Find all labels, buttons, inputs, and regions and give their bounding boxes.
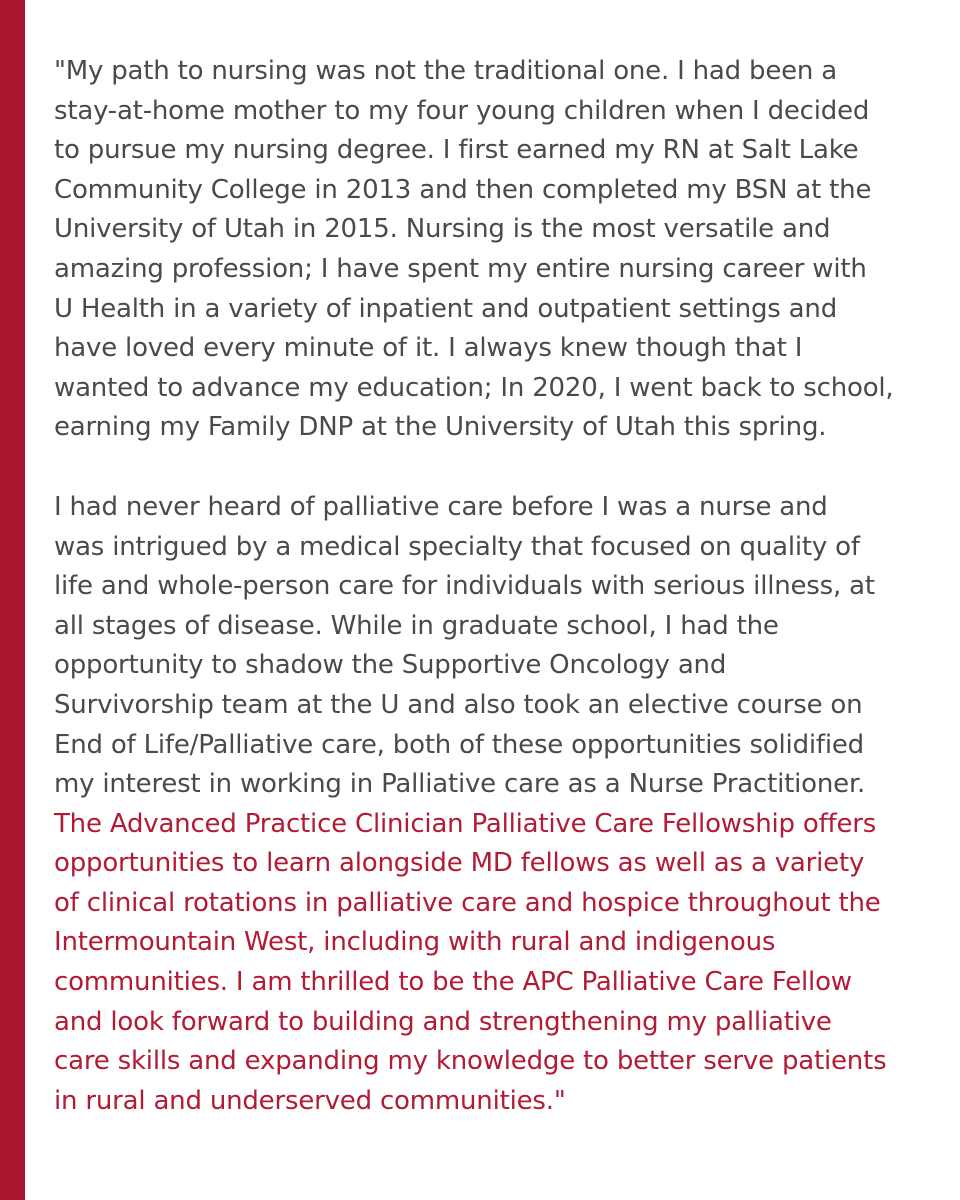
text-line: Survivorship team at the U and also took an elective course on	[54, 689, 863, 720]
highlight-text-line: opportunities to learn alongside MD fellows as well as a variety	[54, 848, 865, 879]
text-line: amazing profession; I have spent my entire nursing career with	[54, 253, 867, 284]
text-line: Community College in 2013 and then completed my BSN at the	[54, 174, 872, 205]
paragraph-background	[54, 52, 934, 448]
text-line: earning my Family DNP at the University of Utah this spring.	[54, 412, 827, 443]
text-line: End of Life/Palliative care, both of these opportunities solidified	[54, 729, 864, 760]
highlight-text-line: Intermountain West, including with rural and indigenous	[54, 927, 776, 958]
highlight-text-line: communities. I am thrilled to be the APC Palliative Care Fellow	[54, 967, 852, 998]
testimonial-quote	[54, 52, 934, 1121]
text-line: to pursue my nursing degree. I first earned my RN at Salt Lake	[54, 135, 859, 166]
paragraph-palliative-care	[54, 488, 934, 1122]
text-line: my interest in working in Palliative care as a Nurse Practitioner.	[54, 769, 866, 800]
text-line: "My path to nursing was not the traditional one. I had been a	[54, 56, 837, 86]
text-line: was intrigued by a medical specialty that focused on quality of	[54, 531, 860, 562]
highlight-text-line: care skills and expanding my knowledge to better serve patients	[54, 1046, 887, 1077]
text-line: stay-at-home mother to my four young children when I decided	[54, 95, 870, 126]
text-line: life and whole-person care for individuals with serious illness, at	[54, 571, 875, 602]
text-line: University of Utah in 2015. Nursing is the most versatile and	[54, 214, 831, 245]
accent-bar	[0, 0, 25, 1200]
text-line: have loved every minute of it. I always knew though that I	[54, 333, 803, 364]
text-line: opportunity to shadow the Supportive Oncology and	[54, 650, 727, 681]
text-line: U Health in a variety of inpatient and outpatient settings and	[54, 293, 837, 324]
text-line: all stages of disease. While in graduate school, I had the	[54, 610, 779, 641]
highlight-text-line: in rural and underserved communities."	[54, 1085, 566, 1116]
highlight-text-line: of clinical rotations in palliative care and hospice throughout the	[54, 887, 881, 918]
paragraph-spacer	[54, 448, 934, 488]
text-line: wanted to advance my education; In 2020, I went back to school,	[54, 372, 894, 403]
text-line: I had never heard of palliative care before I was a nurse and	[54, 491, 828, 522]
highlight-text-line: The Advanced Practice Clinician Palliative Care Fellowship offers	[54, 808, 877, 839]
highlight-text-line: and look forward to building and strengthening my palliative	[54, 1006, 832, 1037]
